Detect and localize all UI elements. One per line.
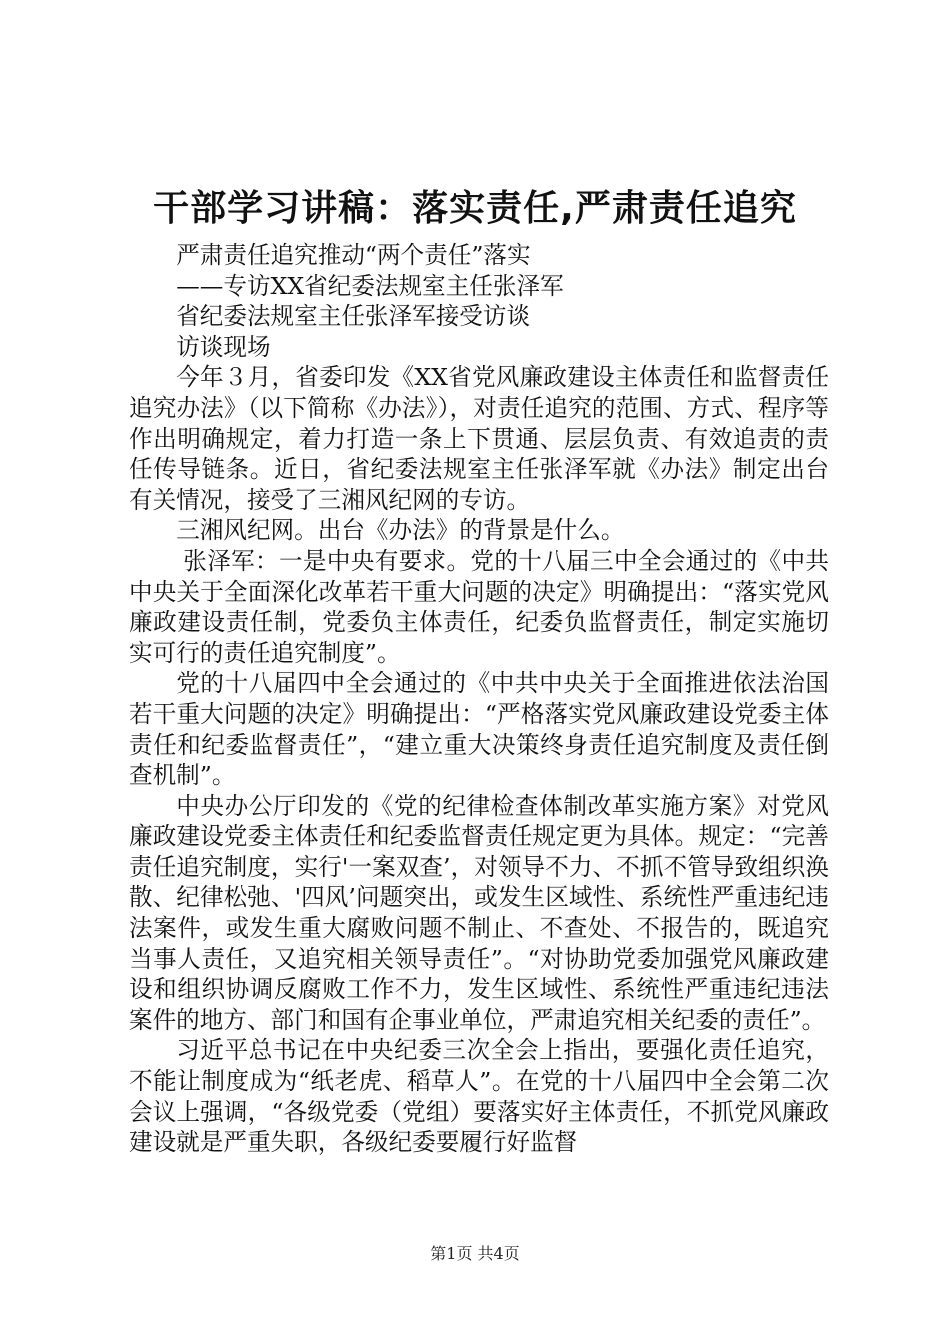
document-body <box>129 240 829 1158</box>
intro-paragraph: 今年３月，省委印发《XX省党风廉政建设主体责任和监督责任追究办法》（以下简称《办法》），对责任追究的范围、方式、程序等作出明确规定，着力打造一条上下贯通、层层负责、有效追责的责任传导链条。近日，省纪委法规室主任张泽军就《办法》制定出台有关情况，接受了三湘风纪网的专访。 <box>129 363 829 514</box>
interview-byline: ——专访XX省纪委法规室主任张泽军 <box>176 271 564 300</box>
document-title: 干部学习讲稿：落实责任,严肃责任追究 <box>153 188 797 229</box>
photo-caption-scene: 访谈现场 <box>176 332 271 361</box>
photo-caption: 省纪委法规室主任张泽军接受访谈 <box>176 302 531 331</box>
body-paragraph: 习近平总书记在中央纪委三次全会上指出，要强化责任追究，不能让制度成为“纸老虎、稻草人”。在党的十八届四中全会第二次会议上强调，“各级党委（党组）要落实好主体责任，不抓党风廉政建设就是严重失职，各级纪委要履行好监督 <box>129 1036 829 1157</box>
body-paragraph: 党的十八届四中全会通过的《中共中央关于全面推进依法治国若干重大问题的决定》明确提出：“严格落实党风廉政建设党委主体责任和纪委监督责任”，“建立重大决策终身责任追究制度及责任倒查机制”。 <box>129 669 829 790</box>
answer-paragraph: 张泽军：一是中央有要求。党的十八届三中全会通过的《中共中央关于全面深化改革若干重大问题的决定》明确提出：“落实党风廉政建设责任制，党委负主体责任，纪委负监督责任，制定实施切实可行的责任追究制度”。 <box>129 546 829 667</box>
question-paragraph: 三湘风纪网。出台《办法》的背景是什么。 <box>176 516 625 545</box>
body-paragraph: 中央办公厅印发的《党的纪律检查体制改革实施方案》对党风廉政建设党委主体责任和纪委监督责任规定更为具体。规定：“完善责任追究制度，实行'一案双查’，对领导不力、不抓不管导致组织涣散、纪律松弛、'四风’问题突出，或发生区域性、系统性严重违纪违法案件，或发生重大腐败问题不制止、不查处、不报告的，既追究当事人责任，又追究相关领导责任”。“对协助党委加强党风廉政建设和组织协调反腐败工作不力，发生区域性、系统性严重违纪违法案件的地方、部门和国有企事业单位，严肃追究相关纪委的责任”。 <box>129 791 829 1034</box>
subtitle-line: 严肃责任追究推动“两个责任”落实 <box>176 241 531 269</box>
page-footer: 第1页 共4页 <box>430 1244 520 1263</box>
